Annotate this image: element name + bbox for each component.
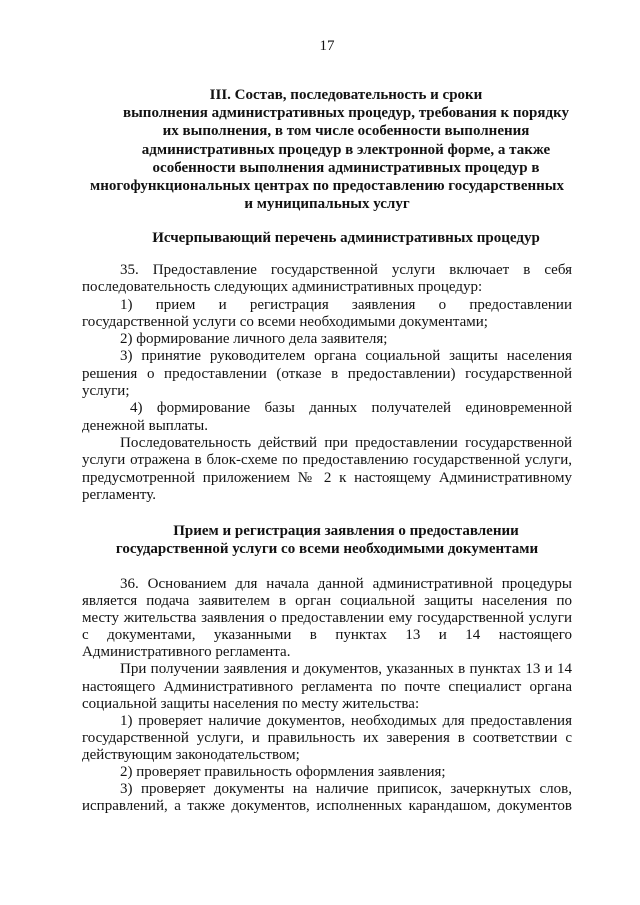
section-heading-line: административных процедур в электронной форме, а также xyxy=(141,141,551,158)
paragraph-line: 2) проверяет правильность оформления заявления; xyxy=(120,764,446,781)
subsection-title xyxy=(82,522,572,558)
paragraph-line: предусмотренной приложением № 2 к настоящему Административному xyxy=(82,469,572,486)
paragraph-line: 3) проверяет документы на наличие приписок, зачеркнутых слов, xyxy=(120,781,572,798)
section-heading-line: их выполнения, в том числе особенности выполнения xyxy=(162,123,530,140)
paragraph-line: 35. Предоставление государственной услуги включает в себя xyxy=(120,262,572,278)
page-number: 17 xyxy=(319,38,335,54)
paragraph-line: с документами, указанными в пунктах 13 и 14 настоящего xyxy=(82,627,572,644)
paragraph xyxy=(82,331,572,348)
paragraph xyxy=(82,764,572,781)
section-heading-line: многофункциональных центрах по предоставлению государственных xyxy=(90,178,564,195)
section-heading xyxy=(82,86,572,213)
paragraph-line: настоящего Административного регламента по почте специалист органа xyxy=(82,678,572,695)
paragraph-line: Последовательность действий при предоставлении государственной xyxy=(120,434,572,451)
subsection-body xyxy=(82,262,572,504)
paragraph-line: услуги; xyxy=(82,383,130,400)
section-heading-line: выполнения административных процедур, требования к порядку xyxy=(123,105,569,122)
paragraph-line: 1) прием и регистрация заявления о предоставлении xyxy=(120,296,572,313)
paragraph xyxy=(82,576,572,661)
paragraph xyxy=(82,400,572,435)
subsection-title-line: Исчерпывающий перечень административных процедур xyxy=(152,230,540,246)
section-heading-line: III. Состав, последовательность и сроки xyxy=(209,87,483,103)
paragraph-line: месту жительства заявления о предоставлении ему государственной услуги xyxy=(82,610,572,627)
paragraph-line: 36. Основанием для начала данной административной процедуры xyxy=(120,576,572,592)
paragraph-line: государственной услуги со всеми необходимыми документами; xyxy=(82,313,488,330)
paragraph-line: 4) формирование базы данных получателей единовременной xyxy=(130,400,572,417)
paragraph xyxy=(82,713,572,764)
paragraph-line: 3) принятие руководителем органа социальной защиты населения xyxy=(120,348,572,365)
paragraph xyxy=(82,348,572,400)
paragraph xyxy=(82,781,572,815)
paragraph-line: действующим законодательством; xyxy=(82,746,300,763)
paragraph-line: Административного регламента. xyxy=(82,644,291,661)
paragraph-line: исправлений, а также документов, исполненных карандашом, документов xyxy=(82,798,572,815)
paragraph-line: является подача заявителем в орган социальной защиты населения по xyxy=(82,593,572,610)
paragraph-line: 2) формирование личного дела заявителя; xyxy=(120,331,388,348)
subsection-title-line: государственной услуги со всеми необходимыми документами xyxy=(115,541,539,558)
paragraph xyxy=(82,661,572,712)
subsection-body xyxy=(82,576,572,815)
section-heading-line: особенности выполнения административных процедур в xyxy=(152,159,540,176)
paragraph xyxy=(82,435,572,504)
paragraph-line: При получении заявления и документов, указанных в пунктах 13 и 14 xyxy=(120,661,572,678)
paragraph xyxy=(82,297,572,332)
paragraph-line: государственной услуги, и правильность их заверения в соответствии с xyxy=(82,729,572,746)
paragraph-line: социальной защиты населения по месту жительства: xyxy=(82,695,420,712)
paragraph xyxy=(82,262,572,297)
paragraph-line: денежной выплаты. xyxy=(82,417,208,434)
subsection-title-line: Прием и регистрация заявления о предоставлении xyxy=(173,523,519,539)
subsection-title xyxy=(82,229,572,247)
paragraph-line: услуги отражена в блок-схеме по предоставлению государственной услуги, xyxy=(82,452,572,469)
paragraph-line: 1) проверяет наличие документов, необходимых для предоставления xyxy=(120,712,572,729)
paragraph-line: последовательность следующих административных процедур: xyxy=(82,279,483,296)
section-heading-line: и муниципальных услуг xyxy=(244,196,410,213)
paragraph-line: решения о предоставлении (отказе в предоставлении) государственной xyxy=(82,365,572,382)
paragraph-line: регламенту. xyxy=(82,486,156,503)
